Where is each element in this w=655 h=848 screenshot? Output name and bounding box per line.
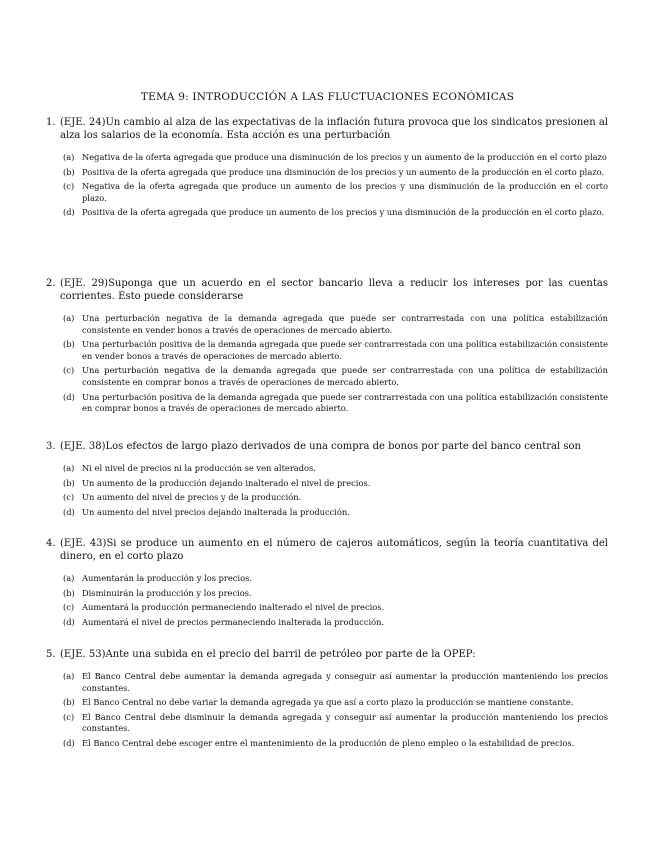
- answer-option: [46, 463, 608, 475]
- answer-options: [46, 313, 608, 415]
- question-number: 5.: [46, 649, 56, 660]
- option-label: (c): [63, 365, 75, 376]
- answer-option: [46, 339, 608, 362]
- question-number: 2.: [46, 278, 56, 289]
- option-label: (b): [63, 587, 75, 598]
- answer-option: [46, 167, 608, 179]
- answer-option: [46, 392, 608, 415]
- question-1: [46, 116, 608, 222]
- question-stem: (EJE. 43)Si se produce un aumento en el número de cajeros automáticos, según la teoría cuantitativa del dinero, en el corto plazo: [60, 538, 608, 562]
- option-text: Un aumento de la producción dejando inalterado el nivel de precios.: [82, 477, 371, 488]
- option-text: Disminuirán la producción y los precios.: [82, 587, 252, 598]
- option-text: Un aumento del nivel precios dejando inalterada la producción.: [82, 506, 350, 517]
- answer-option: [46, 588, 608, 600]
- question-4: [46, 537, 608, 631]
- option-text: Negativa de la oferta agregada que produce una disminución de los precios y un aumento de la producción en el corto plazo: [82, 152, 607, 162]
- question-stem: (EJE. 53)Ante una subida en el precio del barril de petróleo por parte de la OPEP:: [60, 649, 476, 660]
- answer-options: [46, 671, 608, 750]
- option-label: (a): [63, 313, 75, 323]
- option-label: (b): [63, 339, 75, 350]
- answer-option: [46, 738, 608, 750]
- question-number: 1.: [46, 117, 56, 128]
- option-text: Una perturbación positiva de la demanda agregada que puede ser contrarrestada con una política estabilización consistente en vender bonos a través de operaciones de mercado abierto.: [82, 339, 608, 361]
- option-label: (d): [63, 391, 75, 402]
- question-text: [46, 537, 608, 563]
- option-label: (b): [63, 477, 75, 488]
- answer-option: [46, 207, 608, 219]
- option-label: (c): [63, 181, 75, 192]
- answer-option: [46, 313, 608, 336]
- question-text: [46, 648, 608, 661]
- option-label: (c): [63, 602, 75, 613]
- option-text: Ni el nivel de precios ni la producción se ven alterados.: [82, 463, 316, 473]
- option-text: Aumentará la producción permaneciendo inalterado el nivel de precios.: [82, 602, 385, 613]
- option-text: Una perturbación negativa de la demanda agregada que puede ser contrarrestada con una política estabilización consistente en vender bonos a través de operaciones de mercado abierto.: [82, 313, 608, 335]
- document-title: TEMA 9: INTRODUCCIÓN A LAS FLUCTUACIONES ECONÓMICAS: [140, 91, 515, 103]
- question-text: [46, 116, 608, 142]
- option-label: (c): [63, 492, 75, 503]
- question-number: 4.: [46, 538, 56, 549]
- option-label: (c): [63, 711, 75, 722]
- option-text: El Banco Central no debe variar la demanda agregada ya que así a corto plazo la producción se mantiene constante.: [82, 697, 574, 708]
- answer-option: [46, 617, 608, 629]
- option-text: Aumentarán la producción y los precios.: [82, 573, 252, 583]
- answer-option: [46, 602, 608, 614]
- question-2: [46, 277, 608, 418]
- option-text: El Banco Central debe disminuir la demanda agregada y conseguir así aumentar la producción manteniendo los precios constantes.: [82, 711, 608, 734]
- answer-option: [46, 697, 608, 709]
- option-label: (a): [63, 671, 75, 681]
- answer-option: [46, 671, 608, 694]
- answer-options: [46, 573, 608, 628]
- option-text: Negativa de la oferta agregada que produce un aumento de los precios y una disminución de la producción en el corto plazo.: [82, 181, 608, 203]
- option-label: (d): [63, 616, 75, 627]
- option-label: (a): [63, 152, 75, 162]
- answer-option: [46, 181, 608, 204]
- option-label: (b): [63, 166, 75, 177]
- option-label: (a): [63, 463, 75, 473]
- option-label: (a): [63, 573, 75, 583]
- option-text: Una perturbación positiva de la demanda agregada que puede ser contrarrestada con una política estabilización consistente en comprar bonos a través de operaciones de mercado abierto.: [82, 391, 608, 414]
- answer-option: [46, 712, 608, 735]
- option-label: (d): [63, 506, 75, 517]
- answer-option: [46, 478, 608, 490]
- question-text: [46, 277, 608, 303]
- question-text: [46, 440, 608, 453]
- answer-option: [46, 152, 608, 164]
- answer-option: [46, 492, 608, 504]
- option-text: Una perturbación negativa de la demanda agregada que puede ser contrarrestada con una política de estabilización consistente en comprar bonos a través de operaciones de mercado abierto.: [82, 365, 608, 387]
- answer-option: [46, 573, 608, 585]
- option-text: Positiva de la oferta agregada que produce una disminución de los precios y un aumento de la producción en el corto plazo.: [82, 166, 605, 177]
- question-stem: (EJE. 29)Suponga que un acuerdo en el sector bancario lleva a reducir los intereses por las cuentas corrientes. Esto puede considerarse: [60, 278, 608, 302]
- option-text: Positiva de la oferta agregada que produce un aumento de los precios y una disminución de la producción en el corto plazo.: [82, 207, 605, 218]
- option-text: Aumentará el nivel de precios permaneciendo inalterada la producción.: [82, 616, 385, 627]
- answer-option: [46, 365, 608, 388]
- answer-options: [46, 152, 608, 219]
- option-label: (d): [63, 737, 75, 748]
- answer-options: [46, 463, 608, 518]
- option-text: El Banco Central debe escoger entre el mantenimiento de la producción de pleno empleo o la estabilidad de precios.: [82, 737, 575, 748]
- question-number: 3.: [46, 441, 56, 452]
- option-label: (d): [63, 207, 75, 218]
- question-3: [46, 440, 608, 521]
- option-text: El Banco Central debe aumentar la demanda agregada y conseguir así aumentar la producción manteniendo los precios constantes.: [82, 671, 608, 693]
- option-label: (b): [63, 697, 75, 708]
- question-5: [46, 648, 608, 753]
- question-stem: (EJE. 38)Los efectos de largo plazo derivados de una compra de bonos por parte del banco central son: [60, 441, 581, 452]
- question-stem: (EJE. 24)Un cambio al alza de las expectativas de la inflación futura provoca que los sindicatos presionen al alza los salarios de la economía. Esta acción es una perturbación: [60, 117, 608, 141]
- option-text: Un aumento del nivel de precios y de la producción.: [82, 492, 302, 503]
- answer-option: [46, 507, 608, 519]
